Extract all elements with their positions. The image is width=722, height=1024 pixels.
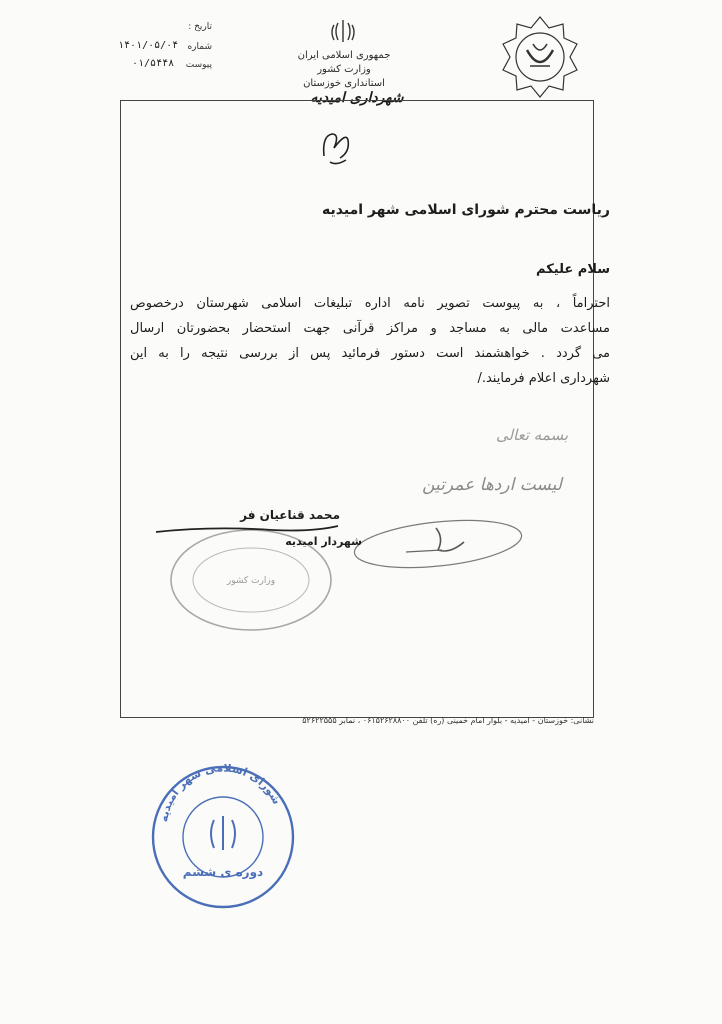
- body-line: می گردد . خواهشمند است دستور فرمائید پس از بررسی نتیجه را به این: [130, 346, 610, 361]
- council-seal: [148, 764, 298, 910]
- approval-signature-icon: [316, 126, 356, 170]
- date-label: تاریخ :: [188, 22, 212, 32]
- attachment-value: ۰۱/۵۴۴۸: [132, 58, 175, 69]
- iran-emblem-icon: [328, 16, 358, 46]
- brand-title: شهرداری امیدیه: [310, 90, 404, 106]
- header-province: استانداری خوزستان: [303, 78, 385, 89]
- header-ministry: وزارت کشور: [317, 64, 371, 75]
- paraph-signature-icon: [346, 510, 526, 574]
- header-country: جمهوری اسلامی ایران: [297, 50, 391, 61]
- body-line: مساعدت مالی به مساجد و مراکز قرآنی جهت استحضار بحضورتان ارسال: [130, 321, 610, 336]
- body-line: شهرداری اعلام فرمایند./: [477, 371, 610, 386]
- number-label: شماره: [187, 42, 212, 52]
- greeting: سلام علیکم: [536, 262, 610, 277]
- handwritten-note: [392, 410, 582, 520]
- svg-text:شورای اسلامی شهر امیدیه: شورای اسلامی شهر امیدیه: [157, 764, 284, 823]
- svg-text:دوره ی ششم: دوره ی ششم: [182, 865, 264, 879]
- footer-address: نشانی: خوزستان - امیدیه - بلوار امام خمینی (ره) تلفن ۰۶۱۵۲۶۲۸۸۰۰ ، نمابر ۵۲۶۲۲۵۵۵: [302, 716, 594, 725]
- body-line: احتراماً ، به پیوست تصویر نامه اداره تبلیغات اسلامی شهرستان درخصوص: [130, 296, 610, 311]
- svg-text:وزارت کشور: وزارت کشور: [226, 576, 276, 586]
- note-line-2: لیست اردها عمرتین: [422, 475, 562, 495]
- signer-title: شهردار امیدیه: [285, 535, 362, 548]
- signer-name: محمد قناعیان فر: [240, 508, 340, 522]
- note-line-1: بسمه تعالی: [495, 426, 569, 444]
- attachment-label: پیوست: [185, 60, 212, 70]
- number-value: ۱۴۰۱/۰۵/۰۴: [118, 40, 179, 51]
- municipality-logo-icon: [497, 14, 583, 100]
- recipient-line: ریاست محترم شورای اسلامی شهر امیدیه: [322, 202, 610, 218]
